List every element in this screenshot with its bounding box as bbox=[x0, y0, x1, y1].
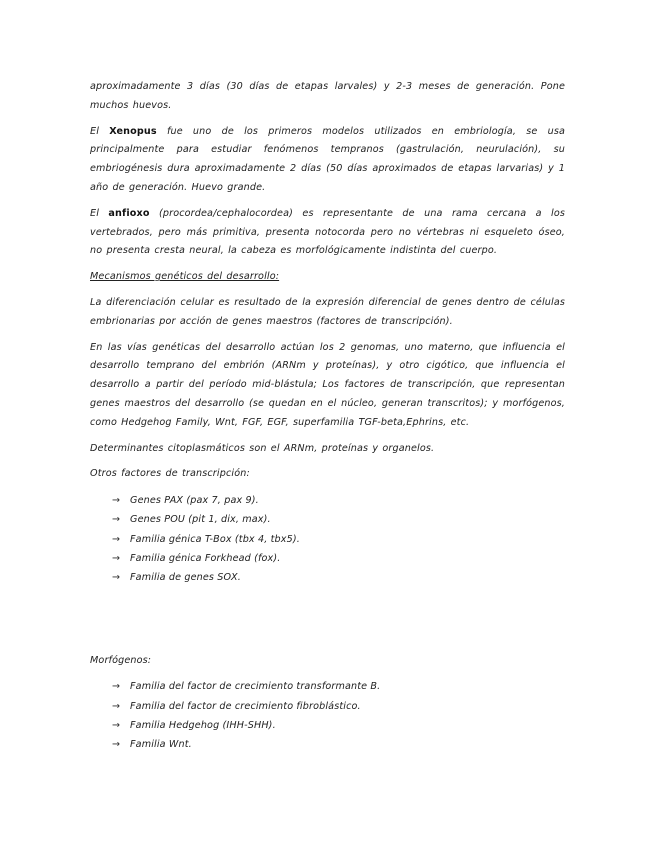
paragraph-vias-geneticas: En las vías genéticas del desarrollo actúan los 2 genomas, uno materno, que influencia el desarrollo temprano del embrión (ARNm y proteínas), y otro cigótico, que influencia el desarrollo a partir del período mid-blástula; Los factores de transcripción, que representan genes maestros del desarrollo (se quedan en el núcleo, generan transcritos); y morfógenos, como Hedgehog Family, Wnt, FGF, EGF, superfamilia TGF-beta,Ephrins, etc. bbox=[90, 341, 565, 428]
paragraph-continuation: aproximadamente 3 días (30 días de etapas larvales) y 2-3 meses de generación. Pone muchos huevos. bbox=[90, 81, 565, 111]
list-item: → Familia Hedgehog (IHH-SHH). bbox=[112, 716, 565, 735]
arrow-bullet-icon: → bbox=[112, 553, 121, 565]
arrow-bullet-icon: → bbox=[112, 720, 121, 732]
list-item: → Genes POU (pit 1, dix, max). bbox=[112, 510, 565, 529]
section-heading-mecanismos: Mecanismos genéticos del desarrollo: bbox=[90, 271, 280, 283]
list-factores-transcripcion bbox=[90, 491, 565, 587]
anfioxo-term: anfioxo bbox=[108, 207, 150, 219]
arrow-bullet-icon: → bbox=[112, 700, 121, 712]
arrow-bullet-icon: → bbox=[112, 514, 121, 526]
anfioxo-lead: El bbox=[90, 207, 100, 219]
list-item: → Familia Wnt. bbox=[112, 735, 565, 754]
xenopus-text: fue uno de los primeros modelos utilizados en embriología, se usa principalmente para estudiar fenómenos tempranos (gastrulación, neurulación), su embriogénesis dura aproximadamente 2 días (50 días aproximados de etapas larvarias) y 1 año de generación. Huevo grande. bbox=[90, 125, 566, 193]
arrow-bullet-icon: → bbox=[112, 533, 121, 545]
list-morfogenos bbox=[90, 677, 565, 754]
list-item: → Familia génica Forkhead (fox). bbox=[112, 549, 565, 568]
arrow-bullet-icon: → bbox=[112, 739, 121, 751]
blank-space bbox=[90, 596, 565, 652]
paragraph-otros-factores: Otros factores de transcripción: bbox=[90, 468, 250, 480]
arrow-bullet-icon: → bbox=[112, 572, 121, 584]
list-item: → Familia génica T-Box (tbx 4, tbx5). bbox=[112, 530, 565, 549]
arrow-bullet-icon: → bbox=[112, 495, 121, 507]
paragraph-determinantes: Determinantes citoplasmáticos son el ARNm, proteínas y organelos. bbox=[90, 442, 435, 454]
xenopus-term: Xenopus bbox=[109, 125, 157, 137]
paragraph-diferenciacion: La diferenciación celular es resultado de la expresión diferencial de genes dentro de células embrionarias por acción de genes maestros (factores de transcripción). bbox=[90, 296, 565, 327]
xenopus-lead: El bbox=[90, 125, 100, 137]
anfioxo-text: (procordea/cephalocordea) es representante de una rama cercana a los vertebrados, pero más primitiva, presenta notocorda pero no vértebras ni esqueleto óseo, no presenta cresta neural, la cabeza es morfológicamente indistinta del cuerpo. bbox=[90, 207, 565, 257]
list-item: → Familia de genes SOX. bbox=[112, 568, 565, 587]
list-item: → Familia del factor de crecimiento fibroblástico. bbox=[112, 697, 565, 716]
list-item: → Familia del factor de crecimiento transformante B. bbox=[112, 677, 565, 696]
paragraph-anfioxo bbox=[90, 205, 565, 261]
list-item: → Genes PAX (pax 7, pax 9). bbox=[112, 491, 565, 510]
arrow-bullet-icon: → bbox=[112, 681, 121, 693]
paragraph-morfogenos: Morfógenos: bbox=[90, 654, 152, 666]
paragraph-xenopus bbox=[90, 123, 565, 198]
